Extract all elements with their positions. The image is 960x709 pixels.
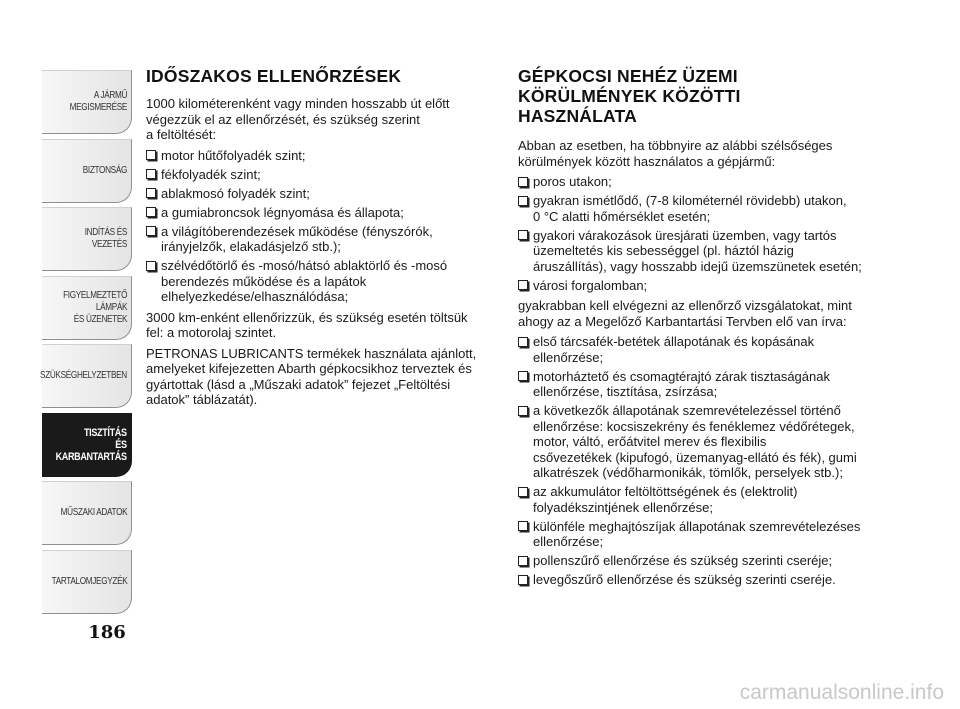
list-item: poros utakon; — [518, 174, 878, 190]
tab-label: SZÜKSÉGHELYZETBEN — [40, 370, 127, 381]
list-item: különféle meghajtószíjak állapotának szemrevételezéses ellenőrzése; — [518, 519, 878, 550]
list-item: gyakran ismétlődő, (7-8 kilométernél rövidebb) utakon, 0 °C alatti hőmérséklet esetén; — [518, 193, 878, 224]
list-item: a gumiabroncsok légnyomása és állapota; — [146, 205, 496, 221]
tab-label: INDÍTÁS ÉS VEZETÉS — [84, 227, 127, 250]
list-item: motorháztető és csomagtérajtó zárak tisztaságának ellenőrzése, tisztítása, zsírzása; — [518, 369, 878, 400]
tab-szukseghelyzetben[interactable] — [42, 344, 132, 408]
checks-list — [518, 334, 878, 588]
chapter-tabs — [42, 70, 132, 618]
severe-conditions-section — [518, 66, 878, 593]
list-item: motor hűtőfolyadék szint; — [146, 148, 496, 164]
list-item: a világítóberendezések működése (fényszórók, irányjelzők, elakadásjelző stb.); — [146, 224, 496, 255]
paragraph: PETRONAS LUBRICANTS termékek használata ajánlott, amelyeket kifejezetten Abarth gépkocsikhoz terveztek és gyártottak (lásd a „Műszaki adatok” fejezet „Feltöltési adatok” táblázatát). — [146, 345, 477, 407]
tab-figyelmezteto-lampak[interactable] — [42, 276, 132, 340]
tab-tisztitas-es-karbantartas[interactable] — [42, 413, 132, 477]
checklist — [146, 148, 496, 305]
tab-label: A JÁRMŰ MEGISMERÉSE — [69, 90, 127, 113]
tab-label: TARTALOMJEGYZÉK — [51, 575, 127, 587]
tab-inditas-es-vezetes[interactable] — [42, 207, 132, 271]
paragraph: 3000 km-enként ellenőrizzük, és szükség esetén töltsük fel: a motorolaj szintet. — [146, 309, 468, 340]
page-number: 186 — [88, 622, 126, 643]
conditions-list — [518, 174, 878, 293]
list-item: levegőszűrő ellenőrzése és szükség szerinti cseréje. — [518, 572, 878, 588]
intro-paragraph: 1000 kilométerenként vagy minden hosszabb út előtt végezzük el az ellenőrzését, és szükség szerint a feltöltését: — [146, 96, 450, 142]
list-item: első tárcsafék-betétek állapotának és kopásának ellenőrzése; — [518, 334, 878, 365]
section-title: GÉPKOCSI NEHÉZ ÜZEMI KÖRÜLMÉNYEK KÖZÖTTI HASZNÁLATA — [518, 66, 741, 126]
tab-biztonsag[interactable] — [42, 139, 132, 203]
tab-label: TISZTÍTÁS ÉS KARBANTARTÁS — [55, 426, 127, 463]
list-item: az akkumulátor feltöltöttségének és (elektrolit) folyadékszintjének ellenőrzése; — [518, 484, 878, 515]
list-item: pollenszűrő ellenőrzése és szükség szerinti cseréje; — [518, 553, 878, 569]
tab-muszaki-adatok[interactable] — [42, 481, 132, 545]
list-item: ablakmosó folyadék szint; — [146, 186, 496, 202]
section-title: IDŐSZAKOS ELLENŐRZÉSEK — [146, 66, 402, 86]
paragraph: gyakrabban kell elvégezni az ellenőrző vizsgálatokat, mint ahogy az a Megelőző Karbantartási Tervben elő van írva: — [518, 298, 852, 329]
list-item: városi forgalomban; — [518, 278, 878, 294]
periodic-checks-section — [146, 66, 496, 413]
tab-label: MŰSZAKI ADATOK — [60, 507, 127, 518]
intro-paragraph: Abban az esetben, ha többnyire az alábbi szélsőséges körülmények között használatos a gépjármű: — [518, 138, 833, 169]
tab-tartalomjegyzek[interactable] — [42, 550, 132, 614]
list-item: szélvédőtörlő és -mosó/hátsó ablaktörlő és -mosó berendezés működése és a lapátok elhelyezkedése/elhasználódása; — [146, 258, 496, 305]
tab-a-jarmu-megismerese[interactable] — [42, 70, 132, 134]
watermark: carmanualsonline.info — [739, 681, 944, 704]
tab-label: BIZTONSÁG — [82, 164, 127, 176]
list-item: a következők állapotának szemrevételezéssel történő ellenőrzése: kocsiszekrény és fenéklemez védőrétegek, motor, váltó, erőátvitel merev és flexibilis csővezetékek (kipufogó, üzemanyag-ellátó és fék), gumi alkatrészek (védőharmonikák, tömlők, perselyek stb.); — [518, 403, 878, 481]
tab-label: FIGYELMEZTETŐ LÁMPÁK ÉS ÜZENETEK — [62, 289, 127, 325]
list-item: gyakori várakozások üresjárati üzemben, vagy tartós üzemeltetés kis sebességgel (pl. háztól házig áruszállítás), vagy hosszabb idejű üzemszünetek esetén; — [518, 228, 878, 275]
list-item: fékfolyadék szint; — [146, 167, 496, 183]
